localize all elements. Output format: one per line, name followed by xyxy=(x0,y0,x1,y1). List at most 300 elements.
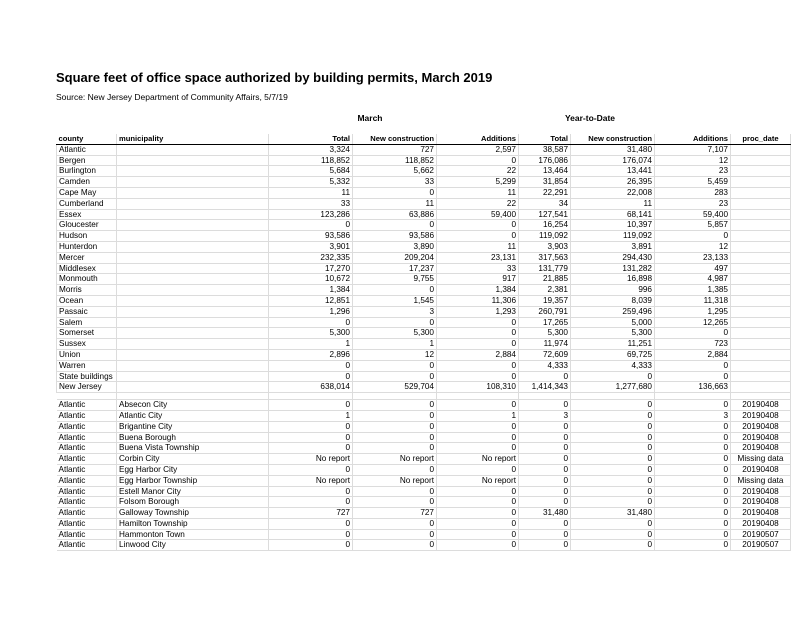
cell-ytd-new-construction: 69,725 xyxy=(571,349,655,360)
cell-municipality xyxy=(117,241,269,252)
column-header-municipality: municipality xyxy=(117,134,269,144)
cell-ytd-total: 5,300 xyxy=(519,328,571,339)
cell-march-additions: 0 xyxy=(437,155,519,166)
municipality-row xyxy=(57,475,791,486)
cell-municipality: Linwood City xyxy=(117,540,269,551)
county-summary-row xyxy=(57,155,791,166)
cell-march-total: 0 xyxy=(269,220,353,231)
cell-march-additions: 2,884 xyxy=(437,349,519,360)
cell-ytd-new-construction: 0 xyxy=(571,486,655,497)
cell-ytd-new-construction: 0 xyxy=(571,400,655,411)
cell-municipality: Buena Vista Township xyxy=(117,443,269,454)
cell-march-total: 2,896 xyxy=(269,349,353,360)
cell-march-new-construction: 0 xyxy=(353,317,437,328)
cell-ytd-total: 3 xyxy=(519,410,571,421)
cell-proc-date xyxy=(731,209,791,220)
cell-ytd-new-construction: 0 xyxy=(571,497,655,508)
cell-march-new-construction: 727 xyxy=(353,508,437,519)
cell-ytd-total: 0 xyxy=(519,432,571,443)
cell-municipality xyxy=(117,306,269,317)
cell-ytd-new-construction: 5,300 xyxy=(571,328,655,339)
cell-march-total: 727 xyxy=(269,508,353,519)
cell-march-new-construction: 63,886 xyxy=(353,209,437,220)
cell-proc-date xyxy=(731,274,791,285)
municipality-row xyxy=(57,454,791,465)
cell-march-new-construction: 0 xyxy=(353,421,437,432)
cell-ytd-additions: 0 xyxy=(655,371,731,382)
cell-march-new-construction: 0 xyxy=(353,486,437,497)
cell-proc-date xyxy=(731,306,791,317)
cell-proc-date: 20190408 xyxy=(731,432,791,443)
cell-march-new-construction: 9,755 xyxy=(353,274,437,285)
cell-march-new-construction: 727 xyxy=(353,144,437,155)
cell-county: Atlantic xyxy=(57,421,117,432)
cell-march-additions: 0 xyxy=(437,328,519,339)
cell-county: Atlantic xyxy=(57,497,117,508)
cell-march-new-construction: 5,662 xyxy=(353,166,437,177)
cell-march-new-construction: 0 xyxy=(353,540,437,551)
cell-march-additions: 0 xyxy=(437,360,519,371)
cell-march-additions: 917 xyxy=(437,274,519,285)
cell-ytd-new-construction: 31,480 xyxy=(571,508,655,519)
cell-ytd-total: 0 xyxy=(519,421,571,432)
cell-march-new-construction: 0 xyxy=(353,410,437,421)
cell-municipality xyxy=(117,263,269,274)
cell-proc-date xyxy=(731,285,791,296)
cell-county: Gloucester xyxy=(57,220,117,231)
cell-march-additions: 0 xyxy=(437,317,519,328)
cell-ytd-additions: 12 xyxy=(655,241,731,252)
cell-march-new-construction: 3 xyxy=(353,306,437,317)
spacer-cell xyxy=(731,393,791,400)
cell-proc-date: 20190408 xyxy=(731,508,791,519)
municipality-row xyxy=(57,432,791,443)
cell-ytd-additions: 283 xyxy=(655,187,731,198)
spacer-cell xyxy=(519,393,571,400)
cell-march-additions: 11 xyxy=(437,187,519,198)
cell-ytd-additions: 0 xyxy=(655,518,731,529)
column-header-ytd-total: Total xyxy=(519,134,571,144)
cell-proc-date: 20190408 xyxy=(731,497,791,508)
cell-municipality xyxy=(117,209,269,220)
column-header-proc-date: proc_date xyxy=(731,134,791,144)
cell-ytd-new-construction: 8,039 xyxy=(571,295,655,306)
cell-march-total: 123,286 xyxy=(269,209,353,220)
cell-municipality xyxy=(117,360,269,371)
cell-ytd-total: 0 xyxy=(519,371,571,382)
cell-march-additions: 0 xyxy=(437,486,519,497)
cell-march-additions: 22 xyxy=(437,198,519,209)
report-source: Source: New Jersey Department of Community Affairs, 5/7/19 xyxy=(56,92,288,102)
cell-ytd-total: 31,480 xyxy=(519,508,571,519)
cell-ytd-new-construction: 0 xyxy=(571,421,655,432)
cell-county: Union xyxy=(57,349,117,360)
cell-county: Hunterdon xyxy=(57,241,117,252)
cell-march-additions: 5,299 xyxy=(437,177,519,188)
cell-march-total: 0 xyxy=(269,360,353,371)
cell-proc-date: 20190408 xyxy=(731,518,791,529)
cell-march-total: 11 xyxy=(269,187,353,198)
cell-ytd-new-construction: 5,000 xyxy=(571,317,655,328)
county-summary-row xyxy=(57,328,791,339)
cell-county: Ocean xyxy=(57,295,117,306)
cell-ytd-new-construction: 131,282 xyxy=(571,263,655,274)
cell-ytd-additions: 2,884 xyxy=(655,349,731,360)
cell-county: Atlantic xyxy=(57,475,117,486)
cell-proc-date: Missing data xyxy=(731,475,791,486)
cell-ytd-additions: 12,265 xyxy=(655,317,731,328)
cell-march-total: 33 xyxy=(269,198,353,209)
cell-proc-date xyxy=(731,241,791,252)
cell-ytd-new-construction: 4,333 xyxy=(571,360,655,371)
group-header-march: March xyxy=(357,113,383,123)
cell-municipality: Estell Manor City xyxy=(117,486,269,497)
column-header-county: county xyxy=(57,134,117,144)
cell-march-additions: 0 xyxy=(437,371,519,382)
cell-ytd-new-construction: 0 xyxy=(571,518,655,529)
cell-march-additions: 0 xyxy=(437,508,519,519)
cell-ytd-new-construction: 294,430 xyxy=(571,252,655,263)
cell-ytd-new-construction: 22,008 xyxy=(571,187,655,198)
cell-proc-date xyxy=(731,371,791,382)
cell-ytd-additions: 1,295 xyxy=(655,306,731,317)
cell-march-additions: 0 xyxy=(437,497,519,508)
cell-ytd-new-construction: 0 xyxy=(571,443,655,454)
county-summary-row xyxy=(57,241,791,252)
municipality-row xyxy=(57,443,791,454)
header-row xyxy=(57,134,791,144)
cell-municipality xyxy=(117,166,269,177)
cell-proc-date xyxy=(731,166,791,177)
cell-march-additions: 59,400 xyxy=(437,209,519,220)
cell-ytd-new-construction: 176,074 xyxy=(571,155,655,166)
cell-march-new-construction: 0 xyxy=(353,371,437,382)
cell-municipality: Folsom Borough xyxy=(117,497,269,508)
county-summary-row xyxy=(57,371,791,382)
municipality-row xyxy=(57,529,791,540)
cell-proc-date xyxy=(731,252,791,263)
cell-ytd-total: 176,086 xyxy=(519,155,571,166)
cell-municipality xyxy=(117,274,269,285)
cell-march-additions: 1 xyxy=(437,410,519,421)
cell-march-additions: 0 xyxy=(437,220,519,231)
county-summary-row xyxy=(57,360,791,371)
county-summary-row xyxy=(57,263,791,274)
municipality-row xyxy=(57,410,791,421)
permits-table xyxy=(56,134,791,551)
county-summary-row xyxy=(57,144,791,155)
cell-municipality xyxy=(117,317,269,328)
cell-march-new-construction: 118,852 xyxy=(353,155,437,166)
county-summary-row xyxy=(57,274,791,285)
column-header-march-total: Total xyxy=(269,134,353,144)
report-title: Square feet of office space authorized by building permits, March 2019 xyxy=(56,70,493,85)
spacer-cell xyxy=(57,393,117,400)
cell-march-total: 5,684 xyxy=(269,166,353,177)
cell-ytd-additions: 136,663 xyxy=(655,382,731,393)
cell-march-new-construction: 0 xyxy=(353,497,437,508)
cell-march-total: 3,324 xyxy=(269,144,353,155)
cell-ytd-total: 0 xyxy=(519,540,571,551)
cell-march-additions: 11,306 xyxy=(437,295,519,306)
spacer-cell xyxy=(269,393,353,400)
cell-ytd-additions: 23,133 xyxy=(655,252,731,263)
cell-march-additions: 1,293 xyxy=(437,306,519,317)
cell-ytd-total: 0 xyxy=(519,475,571,486)
cell-county: Somerset xyxy=(57,328,117,339)
cell-ytd-additions: 1,385 xyxy=(655,285,731,296)
cell-county: Salem xyxy=(57,317,117,328)
county-summary-row xyxy=(57,349,791,360)
cell-march-total: 0 xyxy=(269,518,353,529)
section-spacer xyxy=(57,393,791,400)
cell-county: Sussex xyxy=(57,339,117,350)
cell-march-additions: 0 xyxy=(437,231,519,242)
cell-march-new-construction: 5,300 xyxy=(353,328,437,339)
cell-ytd-new-construction: 1,277,680 xyxy=(571,382,655,393)
cell-ytd-total: 0 xyxy=(519,497,571,508)
municipality-row xyxy=(57,486,791,497)
county-summary-row xyxy=(57,198,791,209)
cell-ytd-additions: 5,459 xyxy=(655,177,731,188)
spacer-cell xyxy=(353,393,437,400)
cell-ytd-new-construction: 16,898 xyxy=(571,274,655,285)
cell-march-new-construction: 0 xyxy=(353,360,437,371)
cell-ytd-additions: 0 xyxy=(655,443,731,454)
cell-march-total: 0 xyxy=(269,540,353,551)
cell-proc-date: 20190408 xyxy=(731,443,791,454)
cell-march-total: 10,672 xyxy=(269,274,353,285)
cell-ytd-new-construction: 0 xyxy=(571,410,655,421)
cell-march-total: 118,852 xyxy=(269,155,353,166)
cell-march-additions: 0 xyxy=(437,529,519,540)
cell-ytd-total: 3,903 xyxy=(519,241,571,252)
cell-municipality xyxy=(117,328,269,339)
cell-ytd-total: 34 xyxy=(519,198,571,209)
cell-march-total: No report xyxy=(269,475,353,486)
municipality-row xyxy=(57,421,791,432)
cell-ytd-new-construction: 0 xyxy=(571,432,655,443)
cell-ytd-additions: 23 xyxy=(655,166,731,177)
cell-county: Burlington xyxy=(57,166,117,177)
cell-proc-date xyxy=(731,382,791,393)
county-summary-row xyxy=(57,306,791,317)
spacer-cell xyxy=(117,393,269,400)
cell-march-new-construction: 17,237 xyxy=(353,263,437,274)
cell-ytd-new-construction: 13,441 xyxy=(571,166,655,177)
cell-municipality: Hammonton Town xyxy=(117,529,269,540)
cell-county: Camden xyxy=(57,177,117,188)
cell-march-new-construction: 1 xyxy=(353,339,437,350)
cell-county: Atlantic xyxy=(57,454,117,465)
cell-proc-date: 20190408 xyxy=(731,421,791,432)
spacer-cell xyxy=(655,393,731,400)
cell-march-new-construction: 0 xyxy=(353,529,437,540)
cell-ytd-new-construction: 0 xyxy=(571,371,655,382)
cell-proc-date xyxy=(731,144,791,155)
cell-county: Hudson xyxy=(57,231,117,242)
county-summary-row xyxy=(57,209,791,220)
cell-march-additions: 0 xyxy=(437,443,519,454)
cell-ytd-new-construction: 0 xyxy=(571,540,655,551)
cell-ytd-total: 119,092 xyxy=(519,231,571,242)
county-summary-row xyxy=(57,177,791,188)
cell-ytd-total: 31,854 xyxy=(519,177,571,188)
cell-municipality: Galloway Township xyxy=(117,508,269,519)
cell-proc-date: 20190408 xyxy=(731,400,791,411)
cell-proc-date xyxy=(731,360,791,371)
cell-march-new-construction: 0 xyxy=(353,187,437,198)
cell-ytd-total: 22,291 xyxy=(519,187,571,198)
cell-march-total: 1,384 xyxy=(269,285,353,296)
cell-ytd-new-construction: 26,395 xyxy=(571,177,655,188)
cell-ytd-total: 19,357 xyxy=(519,295,571,306)
cell-ytd-additions: 12 xyxy=(655,155,731,166)
cell-proc-date xyxy=(731,187,791,198)
cell-county: Atlantic xyxy=(57,144,117,155)
cell-march-new-construction: 12 xyxy=(353,349,437,360)
cell-march-additions: 0 xyxy=(437,339,519,350)
county-summary-row xyxy=(57,187,791,198)
cell-march-new-construction: 0 xyxy=(353,220,437,231)
group-header-ytd: Year-to-Date xyxy=(564,113,616,123)
cell-proc-date: 20190408 xyxy=(731,486,791,497)
cell-ytd-additions: 4,987 xyxy=(655,274,731,285)
cell-ytd-total: 131,779 xyxy=(519,263,571,274)
cell-ytd-additions: 3 xyxy=(655,410,731,421)
cell-ytd-new-construction: 3,891 xyxy=(571,241,655,252)
cell-municipality: Egg Harbor Township xyxy=(117,475,269,486)
cell-ytd-additions: 0 xyxy=(655,529,731,540)
county-summary-row xyxy=(57,231,791,242)
cell-municipality xyxy=(117,187,269,198)
cell-ytd-new-construction: 11 xyxy=(571,198,655,209)
cell-march-total: 93,586 xyxy=(269,231,353,242)
cell-county: Atlantic xyxy=(57,486,117,497)
cell-march-additions: 23,131 xyxy=(437,252,519,263)
cell-county: Cape May xyxy=(57,187,117,198)
cell-march-new-construction: 209,204 xyxy=(353,252,437,263)
cell-march-total: 1 xyxy=(269,410,353,421)
cell-march-total: 1 xyxy=(269,339,353,350)
cell-ytd-additions: 5,857 xyxy=(655,220,731,231)
cell-ytd-additions: 0 xyxy=(655,400,731,411)
cell-ytd-total: 0 xyxy=(519,443,571,454)
cell-march-additions: 0 xyxy=(437,432,519,443)
cell-ytd-additions: 723 xyxy=(655,339,731,350)
cell-county: Atlantic xyxy=(57,529,117,540)
cell-ytd-additions: 0 xyxy=(655,421,731,432)
cell-march-new-construction: 0 xyxy=(353,400,437,411)
cell-ytd-total: 17,265 xyxy=(519,317,571,328)
cell-municipality xyxy=(117,177,269,188)
cell-ytd-total: 127,541 xyxy=(519,209,571,220)
county-summary-row xyxy=(57,252,791,263)
municipality-row xyxy=(57,518,791,529)
cell-ytd-new-construction: 119,092 xyxy=(571,231,655,242)
cell-march-new-construction: 0 xyxy=(353,443,437,454)
cell-municipality xyxy=(117,371,269,382)
cell-ytd-total: 21,885 xyxy=(519,274,571,285)
cell-ytd-new-construction: 31,480 xyxy=(571,144,655,155)
column-header-ytd-additions: Additions xyxy=(655,134,731,144)
cell-march-total: 0 xyxy=(269,421,353,432)
cell-ytd-additions: 0 xyxy=(655,540,731,551)
county-summary-row xyxy=(57,339,791,350)
cell-march-total: 5,300 xyxy=(269,328,353,339)
cell-march-total: 0 xyxy=(269,529,353,540)
cell-ytd-total: 2,381 xyxy=(519,285,571,296)
cell-march-total: 638,014 xyxy=(269,382,353,393)
spacer-cell xyxy=(437,393,519,400)
cell-municipality: Hamilton Township xyxy=(117,518,269,529)
cell-march-new-construction: 3,890 xyxy=(353,241,437,252)
cell-county: Atlantic xyxy=(57,518,117,529)
county-summary-row xyxy=(57,295,791,306)
cell-municipality xyxy=(117,349,269,360)
cell-county: Monmouth xyxy=(57,274,117,285)
cell-municipality xyxy=(117,285,269,296)
cell-county: Atlantic xyxy=(57,540,117,551)
cell-march-total: 0 xyxy=(269,486,353,497)
cell-municipality: Atlantic City xyxy=(117,410,269,421)
cell-march-new-construction: No report xyxy=(353,475,437,486)
cell-ytd-total: 0 xyxy=(519,400,571,411)
cell-march-additions: 0 xyxy=(437,400,519,411)
cell-ytd-new-construction: 0 xyxy=(571,475,655,486)
cell-march-additions: 0 xyxy=(437,421,519,432)
cell-march-total: No report xyxy=(269,454,353,465)
cell-county: Passaic xyxy=(57,306,117,317)
cell-county: Atlantic xyxy=(57,464,117,475)
cell-march-additions: 33 xyxy=(437,263,519,274)
cell-march-total: 0 xyxy=(269,371,353,382)
cell-march-additions: 0 xyxy=(437,518,519,529)
cell-ytd-additions: 59,400 xyxy=(655,209,731,220)
cell-ytd-total: 0 xyxy=(519,529,571,540)
cell-march-total: 0 xyxy=(269,400,353,411)
cell-march-total: 0 xyxy=(269,497,353,508)
cell-ytd-additions: 0 xyxy=(655,454,731,465)
cell-county: Warren xyxy=(57,360,117,371)
cell-county: New Jersey xyxy=(57,382,117,393)
cell-march-total: 0 xyxy=(269,317,353,328)
cell-march-new-construction: 0 xyxy=(353,464,437,475)
cell-march-total: 3,901 xyxy=(269,241,353,252)
cell-municipality: Buena Borough xyxy=(117,432,269,443)
cell-proc-date: 20190507 xyxy=(731,529,791,540)
cell-ytd-additions: 7,107 xyxy=(655,144,731,155)
cell-march-additions: 0 xyxy=(437,540,519,551)
column-header-ytd-new-construction: New construction xyxy=(571,134,655,144)
cell-ytd-additions: 11,318 xyxy=(655,295,731,306)
cell-ytd-additions: 0 xyxy=(655,486,731,497)
cell-proc-date: 20190507 xyxy=(731,540,791,551)
municipality-row xyxy=(57,497,791,508)
cell-county: Morris xyxy=(57,285,117,296)
cell-municipality: Egg Harbor City xyxy=(117,464,269,475)
cell-county: Middlesex xyxy=(57,263,117,274)
cell-march-total: 0 xyxy=(269,432,353,443)
cell-proc-date: 20190408 xyxy=(731,464,791,475)
cell-march-additions: 11 xyxy=(437,241,519,252)
cell-march-total: 0 xyxy=(269,443,353,454)
cell-municipality xyxy=(117,144,269,155)
cell-march-additions: 0 xyxy=(437,464,519,475)
cell-ytd-new-construction: 10,397 xyxy=(571,220,655,231)
cell-ytd-total: 0 xyxy=(519,518,571,529)
cell-county: Atlantic xyxy=(57,400,117,411)
